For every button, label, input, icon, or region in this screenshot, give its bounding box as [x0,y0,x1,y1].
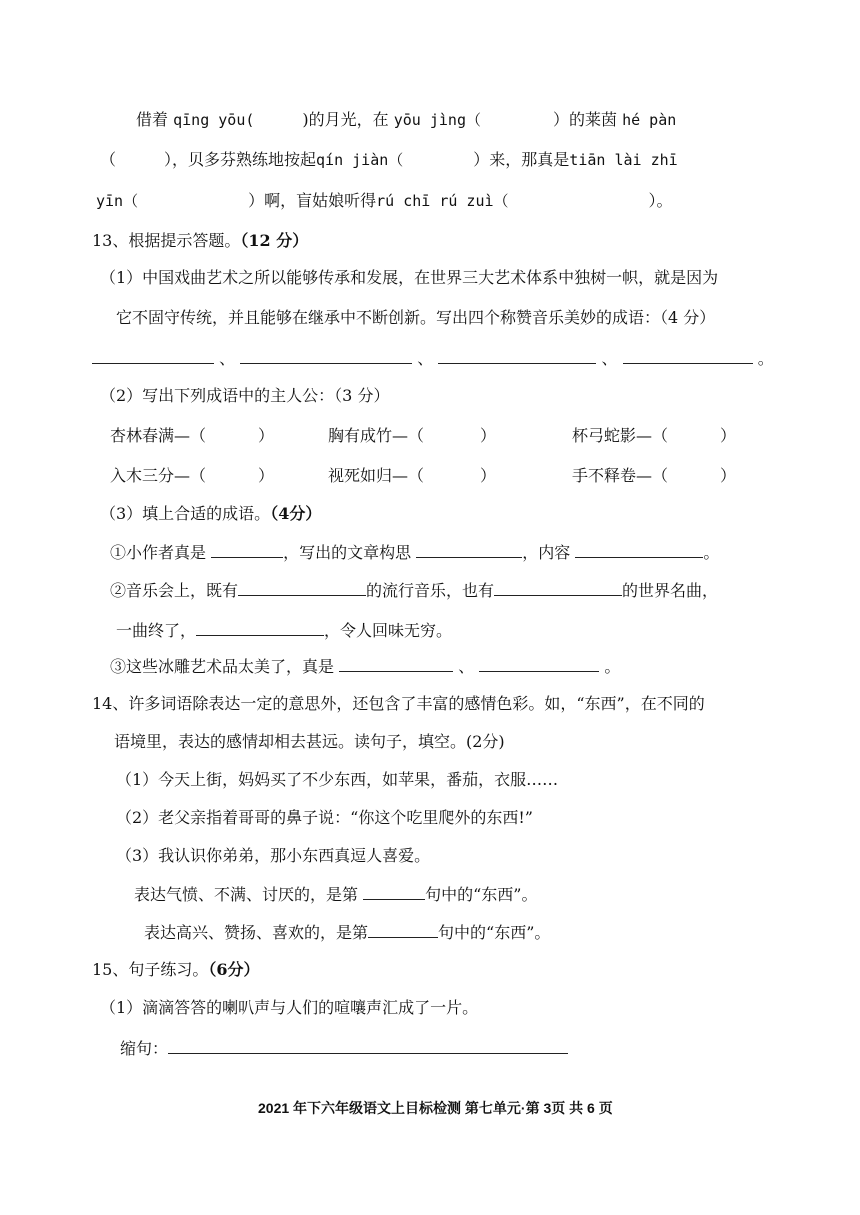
q14-fill-1 [134,884,537,905]
text: 的世界名曲， [622,581,719,600]
page-footer: 2021 年下六年级语文上目标检测 第七单元·第 3页 共 6 页 [258,1100,613,1116]
q13-s2-title: （2）写出下列成语中的主人公：（3 分） [100,386,390,405]
q13-score: （12 分） [240,231,309,250]
text: 表达气愤、不满、讨厌的，是第 [134,885,359,904]
idiom-label: 胸有成竹—（ [328,426,425,445]
idiom-item [328,466,496,486]
text: 表达高兴、赞扬、喜欢的，是第 [144,923,369,942]
paren: ） [258,466,275,485]
q14-sentence-3: （3）我认识你弟弟，那小东西真逗人喜爱。 [116,846,431,865]
answer-blank[interactable] [363,884,425,900]
q13-s3-title [100,504,321,524]
answer-blank[interactable] [196,620,324,636]
paren: ） [720,426,737,445]
q14-line2: 语境里，表达的感情却相去甚远。读句子，填空。(2分) [114,732,505,751]
pinyin-line-1 [136,110,676,130]
text: 的流行音乐，也有 [366,581,495,600]
idiom-item [110,466,274,486]
idiom-label: 视死如归—（ [328,466,425,485]
text: ，内容 [522,543,571,562]
text: ）。 [648,191,673,210]
q14-sentence-1: （1）今天上街，妈妈买了不少东西，如苹果，番茄，衣服…… [116,770,559,789]
pinyin-ruchiruzui: rú chī rú zuì（ [376,192,509,210]
answer-blank[interactable] [240,348,412,364]
answer-blank[interactable] [575,542,703,558]
text: 借着 [136,110,169,129]
fill-line-1 [110,542,719,563]
q15-answer-line [120,1038,568,1059]
text: ）啊，盲姑娘听得 [248,191,377,210]
separator: 、 [458,657,475,676]
fill-line-4 [110,656,620,677]
answer-blank[interactable] [339,656,453,672]
text: （ [100,150,117,169]
idiom-item [110,426,274,446]
separator: 、 [601,349,618,368]
idiom-item [572,426,736,446]
text: ）来，那真是 [473,150,570,169]
paren: ） [720,466,737,485]
q15-title-text: 15、句子练习。 [92,960,209,979]
q13-s1-line1: （1）中国戏曲艺术之所以能够传承和发展，在世界三大艺术体系中独树一帜，就是因为 [100,268,719,287]
q13-s1-blanks [92,348,774,369]
answer-blank[interactable] [168,1038,568,1054]
fill-line-3 [116,620,452,641]
period: 。 [604,657,621,676]
text: ）的莱茵 [552,110,617,129]
q13-s3-title-text: （3）填上合适的成语。 [100,504,271,523]
text: ），贝多芬熟练地按起 [164,150,317,169]
idiom-label: 手不释卷—（ [572,466,669,485]
text: ①小作者真是 [110,543,207,562]
q13-s3-score: （4分） [270,504,322,523]
answer-blank[interactable] [416,542,522,558]
pinyin-hepan: hé pàn [622,111,677,129]
paren: ） [480,466,497,485]
q15-title [92,960,260,980]
text: ，令人回味无穷。 [324,621,453,640]
q15-score: （6分） [208,960,260,979]
q15-sentence-1: （1）滴滴答答的喇叭声与人们的喧嚷声汇成了一片。 [100,998,479,1017]
pinyin-line-3 [96,191,673,211]
paren: ） [258,426,275,445]
pinyin-qingyou: qīng yōu( [173,111,255,129]
answer-blank[interactable] [479,656,599,672]
idiom-item [328,426,496,446]
answer-blank[interactable] [368,922,438,938]
period: 。 [757,349,774,368]
text: 句中的“东西”。 [438,923,551,942]
answer-blank[interactable] [623,348,753,364]
text: )的月光，在 [302,110,389,129]
q13-s1-line2: 它不固守传统，并且能够在继承中不断创新。写出四个称赞音乐美妙的成语：（4 分） [116,308,716,327]
text: 句中的“东西”。 [425,885,538,904]
q13-title [92,231,308,251]
text: 缩句： [120,1039,169,1058]
answer-blank[interactable] [211,542,283,558]
idiom-item [572,466,736,486]
text: ②音乐会上，既有 [110,581,239,600]
idiom-label: 杏林春满—（ [110,426,207,445]
q14-sentence-2: （2）老父亲指着哥哥的鼻子说：“你这个吃里爬外的东西!” [116,808,533,827]
text: ，写出的文章构思 [283,543,412,562]
pinyin-youjing: yōu jìng（ [393,111,481,129]
answer-blank[interactable] [438,348,596,364]
paren: ） [480,426,497,445]
pinyin-line-2 [100,150,678,170]
answer-blank[interactable] [238,580,366,596]
text: 。 [703,543,720,562]
idiom-label: 杯弓蛇影—（ [572,426,669,445]
fill-line-2 [110,580,718,601]
pinyin-qinjian: qín jiàn（ [316,151,404,169]
separator: 、 [417,349,434,368]
answer-blank[interactable] [494,580,622,596]
idiom-label: 入木三分—（ [110,466,207,485]
q14-line1: 14、许多词语除表达一定的意思外，还包含了丰富的感情色彩。如，“东西”，在不同的 [92,694,705,713]
answer-blank[interactable] [92,348,214,364]
pinyin-yin: yīn（ [96,192,139,210]
q14-fill-2 [144,922,550,943]
text: ③这些冰雕艺术品太美了，真是 [110,657,335,676]
text: 一曲终了， [116,621,197,640]
pinyin-tianlaizhi: tiān lài zhī [569,151,678,169]
q13-title-text: 13、根据提示答题。 [92,231,241,250]
separator: 、 [219,349,236,368]
